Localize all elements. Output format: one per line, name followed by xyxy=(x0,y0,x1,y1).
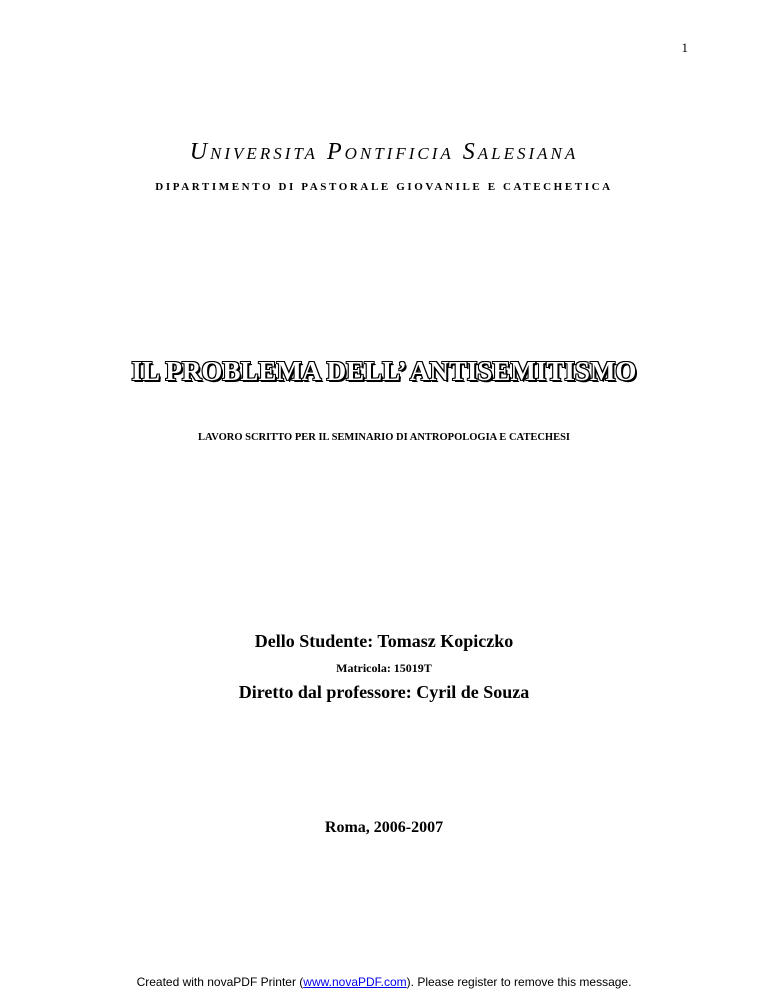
student-matricola: Matricola: 15019T xyxy=(336,661,432,675)
footer-suffix: ). Please register to remove this message. xyxy=(406,975,632,989)
page-number: 1 xyxy=(681,40,688,55)
student-name: Dello Studente: Tomasz Kopiczko xyxy=(254,631,514,651)
place-date: Roma, 2006-2007 xyxy=(324,819,444,836)
footer-prefix: Created with novaPDF Printer ( xyxy=(136,975,304,989)
university-name: Universita Pontificia Salesiana xyxy=(189,139,579,165)
document-title: IL PROBLEMA DELL’ ANTISEMITISMO xyxy=(131,356,637,386)
footer-link[interactable]: www.novaPDF.com xyxy=(303,975,407,989)
document-subtitle: LAVORO SCRITTO PER IL SEMINARIO DI ANTROPOLOGIA E CATECHESI xyxy=(197,432,571,443)
footer-watermark xyxy=(0,975,768,989)
department-name: DIPARTIMENTO DI PASTORALE GIOVANILE E CATECHETICA xyxy=(155,181,613,193)
professor-name: Diretto dal professore: Cyril de Souza xyxy=(238,682,530,702)
